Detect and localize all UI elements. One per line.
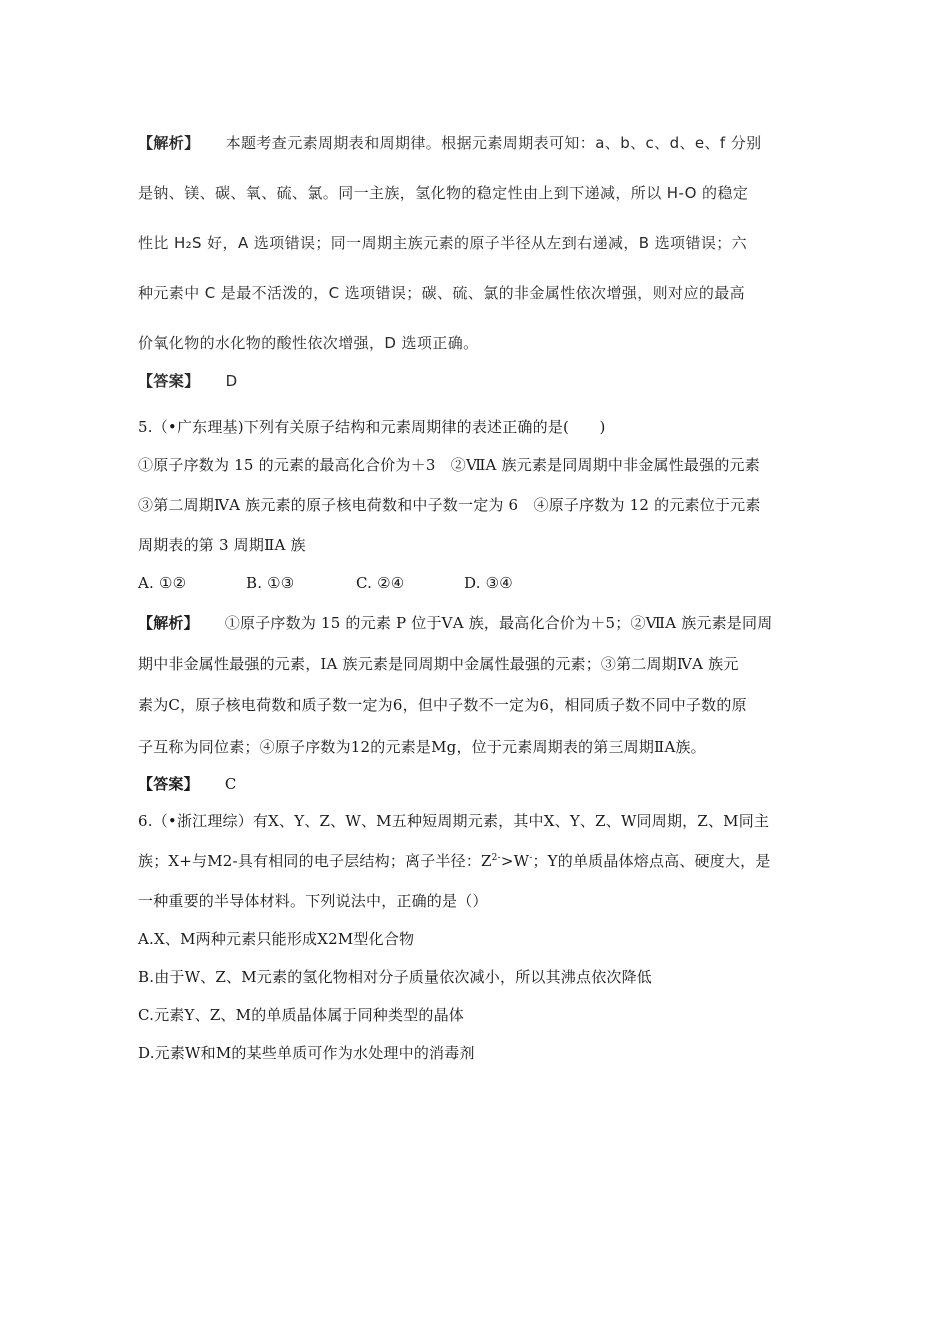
analysis-line-4: 种元素中 C 是最不活泼的，C 选项错误；碳、硫、氯的非金属性依次增强，则对应的最高 <box>138 284 746 302</box>
analysis-line-3: 性比 H₂S 好，A 选项错误；同一周期主族元素的原子半径从左到右递减，B 选项错误；六 <box>138 234 748 252</box>
q6-line-2 <box>138 850 771 871</box>
q5-line-1: ①原子序数为 15 的元素的最高化合价为＋3 ②ⅦA 族元素是同周期中非金属性最强的元素 <box>138 456 760 474</box>
q5-line-3: 周期表的第 3 周期ⅡA 族 <box>138 536 306 554</box>
q5-option-c: C. ②④ <box>356 574 405 592</box>
z-charge: 2- <box>491 853 501 863</box>
q5-option-a: A. ①② <box>138 574 187 592</box>
q6-line-3: 一种重要的半导体材料。下列说法中，正确的是（） <box>138 892 488 910</box>
w-charge: - <box>529 853 533 863</box>
q6-option-d: D.元素W和M的某些单质可作为水处理中的消毒剂 <box>138 1044 475 1062</box>
q6-option-a: A.X、M两种元素只能形成X2M型化合物 <box>138 930 415 948</box>
q5-stem: 5.（•广东理基)下列有关原子结构和元素周期律的表述正确的是( ) <box>138 418 606 436</box>
q6-option-c: C.元素Y、Z、M的单质晶体属于同种类型的晶体 <box>138 1006 464 1024</box>
analysis2-tag: 【解析】 <box>138 614 199 632</box>
analysis-text: 本题考查元素周期表和周期律。根据元素周期表可知：a、b、c、d、e、f 分别 <box>225 134 762 152</box>
answer-1 <box>138 370 238 391</box>
analysis-line-5: 价氧化物的水化物的酸性依次增强，D 选项正确。 <box>138 334 479 352</box>
q6-line-2-post: ；Y的单质晶体熔点高、硬度大，是 <box>532 852 771 870</box>
answer-value: D <box>225 372 238 390</box>
answer-2 <box>138 773 237 794</box>
analysis2-line-3: 素为C，原子核电荷数和质子数一定为6，但中子数不一定为6，相同质子数不同中子数的原 <box>138 696 747 714</box>
q6-option-b: B.由于W、Z、M元素的氢化物相对分子质量依次减小，所以其沸点依次降低 <box>138 968 652 986</box>
analysis2-line-2: 期中非金属性最强的元素，ⅠA 族元素是同周期中金属性最强的元素；③第二周期ⅣA 族元 <box>138 655 739 673</box>
q6-line-2-mid: >W <box>500 852 530 870</box>
analysis2-line-4: 子互称为同位素；④原子序数为12的元素是Mg，位于元素周期表的第三周期ⅡA族。 <box>138 738 706 756</box>
q6-stem: 6.（•浙江理综）有X、Y、Z、W、M五种短周期元素，其中X、Y、Z、W同周期，Z、M同主 <box>138 812 770 830</box>
analysis-line-1 <box>138 132 762 153</box>
q5-options <box>138 574 513 592</box>
q5-option-d: D. ③④ <box>464 574 513 592</box>
answer-tag: 【答案】 <box>138 372 200 390</box>
q5-line-2: ③第二周期ⅣA 族元素的原子核电荷数和中子数一定为 6 ④原子序数为 12 的元素位于元素 <box>138 496 761 514</box>
analysis-tag: 【解析】 <box>138 134 200 152</box>
answer2-value: C <box>224 775 237 793</box>
answer2-tag: 【答案】 <box>138 775 199 793</box>
analysis2-line-1 <box>138 612 772 633</box>
analysis-line-2: 是钠、镁、碳、氧、硫、氯。同一主族，氢化物的稳定性由上到下递减，所以 H-O 的稳定 <box>138 184 749 202</box>
q6-line-2-pre: 族；X+与M2-具有相同的电子层结构；离子半径：Z <box>138 852 492 870</box>
q5-option-b: B. ①③ <box>246 574 295 592</box>
analysis2-text: ①原子序数为 15 的元素 P 位于ⅤA 族，最高化合价为＋5；②ⅦA 族元素是同周 <box>224 614 773 632</box>
